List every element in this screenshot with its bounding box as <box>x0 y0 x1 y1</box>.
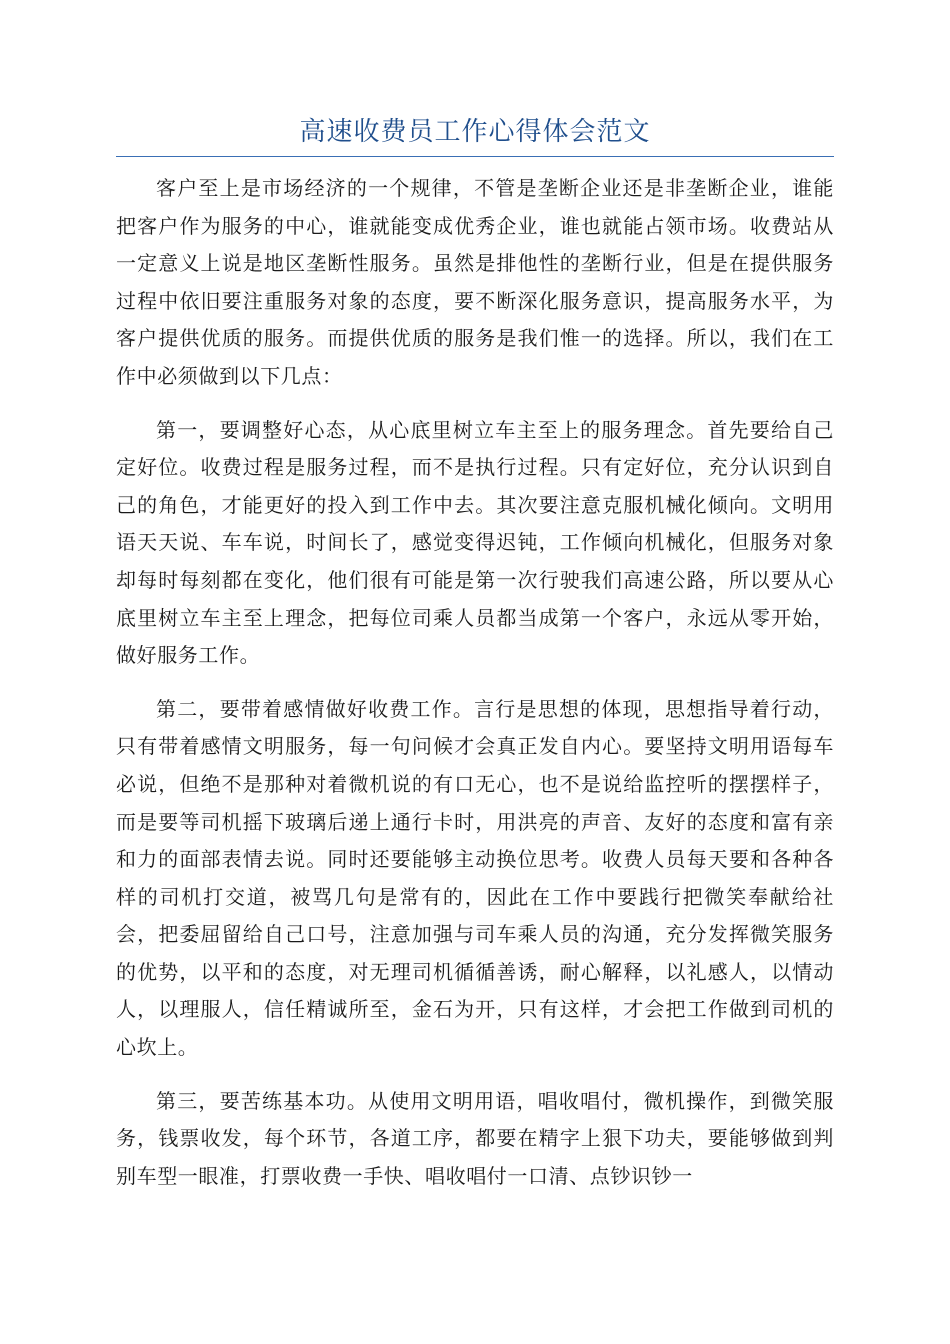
paragraph-2: 第一，要调整好心态，从心底里树立车主至上的服务理念。首先要给自己定好位。收费过程是服务过程，而不是执行过程。只有定好位，充分认识到自己的角色，才能更好的投入到工作中去。其次要注意克服机械化倾向。文明用语天天说、车车说，时间长了，感觉变得迟钝，工作倾向机械化，但服务对象却每时每刻都在变化，他们很有可能是第一次行驶我们高速公路，所以要从心底里树立车主至上理念，把每位司乘人员都当成第一个客户，永远从零开始，做好服务工作。 <box>116 417 834 668</box>
document-body <box>116 170 834 1211</box>
paragraph-3: 第二，要带着感情做好收费工作。言行是思想的体现，思想指导着行动，只有带着感情文明服务，每一句问候才会真正发自内心。要坚持文明用语每车必说，但绝不是那种对着微机说的有口无心，也不是说给监控听的摆摆样子，而是要等司机摇下玻璃后递上通行卡时，用洪亮的声音、友好的态度和富有亲和力的面部表情去说。同时还要能够主动换位思考。收费人员每天要和各种各样的司机打交道，被骂几句是常有的，因此在工作中要践行把微笑奉献给社会，把委屈留给自己口号，注意加强与司车乘人员的沟通，充分发挥微笑服务的优势，以平和的态度，对无理司机循循善诱，耐心解释，以礼感人，以情动人，以理服人，信任精诚所至，金石为开，只有这样，才会把工作做到司机的心坎上。 <box>116 696 834 1060</box>
paragraph-1: 客户至上是市场经济的一个规律，不管是垄断企业还是非垄断企业，谁能把客户作为服务的中心，谁就能变成优秀企业，谁也就能占领市场。收费站从一定意义上说是地区垄断性服务。虽然是排他性的垄断行业，但是在提供服务过程中依旧要注重服务对象的态度，要不断深化服务意识，提高服务水平，为客户提供优质的服务。而提供优质的服务是我们惟一的选择。所以，我们在工作中必须做到以下几点： <box>116 176 834 388</box>
title-underline <box>116 156 834 157</box>
paragraph-4: 第三，要苦练基本功。从使用文明用语，唱收唱付，微机操作，到微笑服务，钱票收发，每个环节，各道工序，都要在精字上狠下功夫，要能够做到判别车型一眼准，打票收费一手快、唱收唱付一口清、点钞识钞一 <box>116 1088 834 1188</box>
document-title: 高速收费员工作心得体会范文 <box>299 117 651 147</box>
